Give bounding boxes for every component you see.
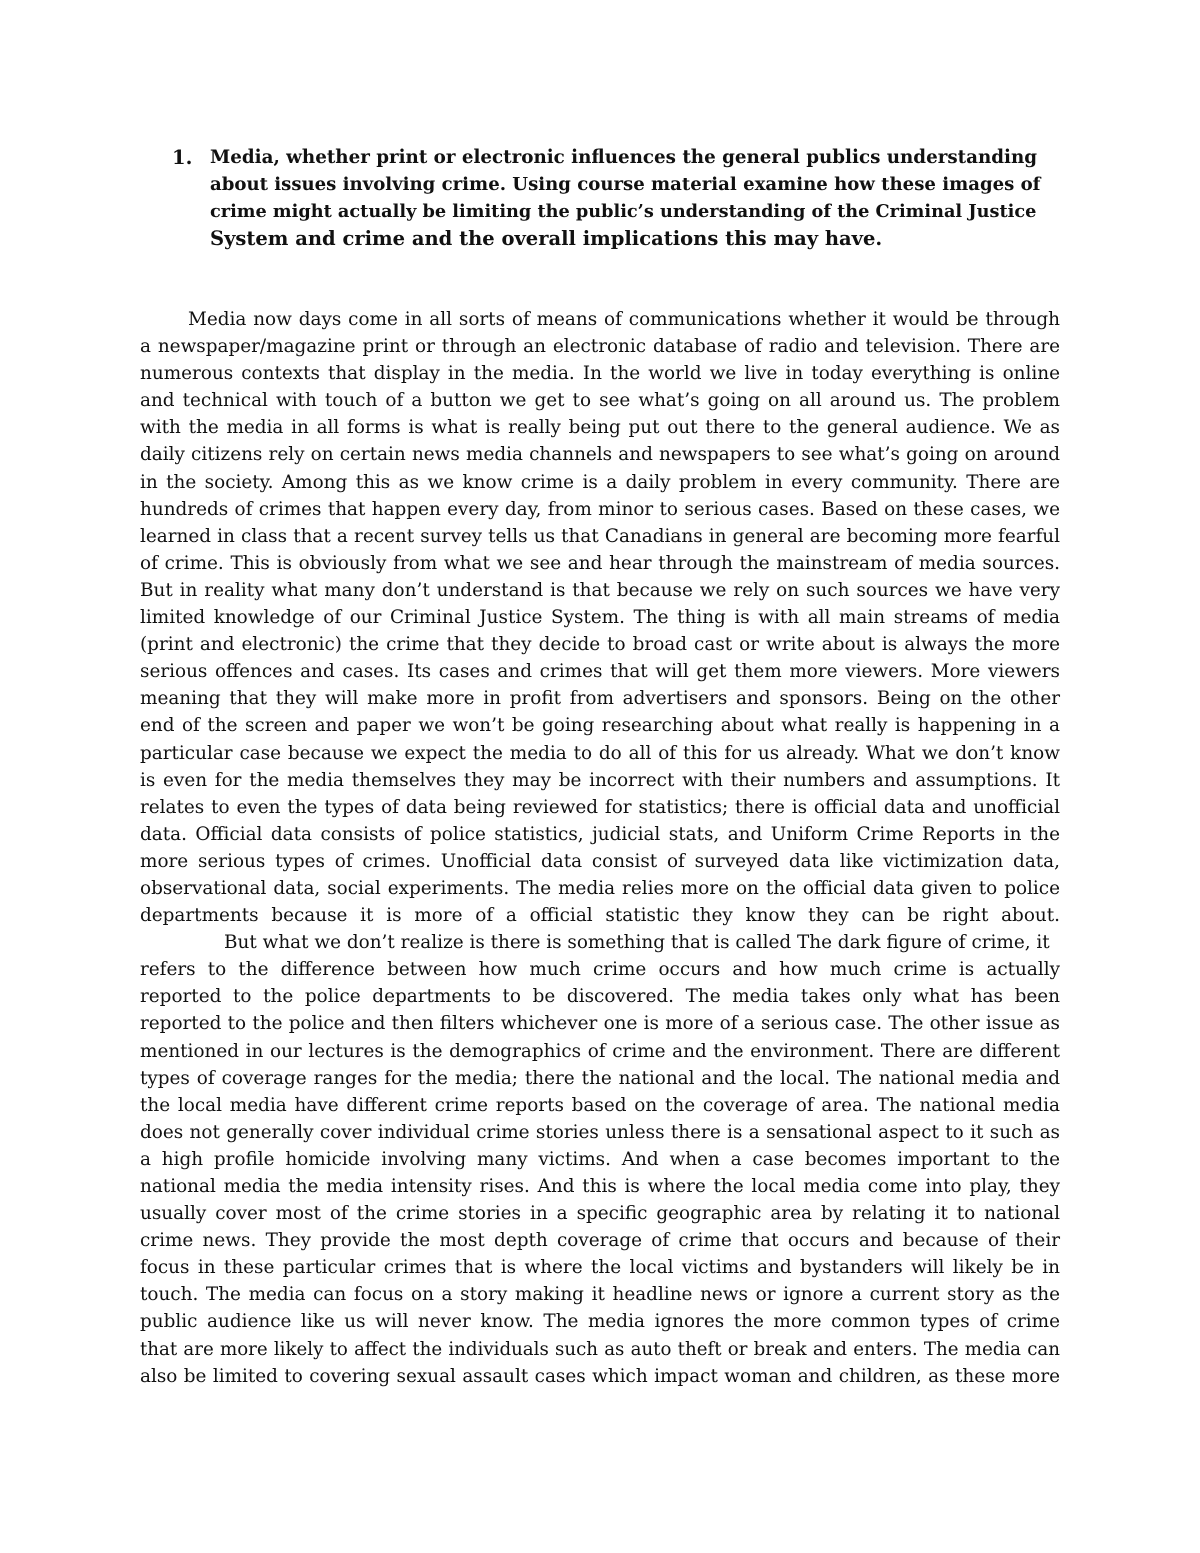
paragraph-line: But in reality what many don’t understand is that because we rely on such sources we have very	[140, 579, 1060, 601]
paragraph-line: learned in class that a recent survey tells us that Canadians in general are becoming more fearful	[140, 525, 1060, 547]
paragraph-line: a newspaper/magazine print or through an electronic database of radio and television. There are	[140, 336, 1060, 358]
question-number: 1.	[172, 146, 193, 169]
essay-body	[140, 306, 1060, 1390]
paragraph-line: reported to the police and then filters whichever one is more of a serious case. The other issue as	[140, 1013, 1060, 1035]
paragraph-line: also be limited to covering sexual assault cases which impact woman and children, as these more	[140, 1365, 1060, 1387]
paragraph-line: national media the media intensity rises. And this is where the local media come into play, they	[140, 1176, 1060, 1197]
paragraph-line: serious offences and cases. Its cases and crimes that will get them more viewers. More viewers	[140, 661, 1060, 683]
paragraph-line: meaning that they will make more in profit from advertisers and sponsors. Being on the other	[140, 688, 1060, 710]
paragraph-line: with the media in all forms is what is really being put out there to the general audience. We as	[140, 417, 1060, 439]
paragraph-line: observational data, social experiments. The media relies more on the official data given to police	[140, 877, 1060, 899]
question-text	[210, 144, 1040, 252]
paragraph-line: limited knowledge of our Criminal Justice System. The thing is with all main streams of media	[140, 607, 1060, 629]
paragraph-line: (print and electronic) the crime that they decide to broad cast or write about is always the more	[140, 634, 1060, 656]
paragraph-line: does not generally cover individual crime stories unless there is a sensational aspect to it such as	[140, 1121, 1060, 1143]
paragraph-line: hundreds of crimes that happen every day, from minor to serious cases. Based on these cases, we	[140, 498, 1060, 520]
paragraph-line: public audience like us will never know. The media ignores the more common types of crime	[140, 1311, 1060, 1333]
paragraph-line: particular case because we expect the media to do all of this for us already. What we don’t know	[140, 742, 1060, 764]
paragraph-line: Media now days come in all sorts of means of communications whether it would be through	[188, 309, 1060, 330]
paragraph-line: crime news. They provide the most depth coverage of crime that occurs and because of their	[140, 1230, 1060, 1252]
paragraph-line: mentioned in our lectures is the demographics of crime and the environment. There are different	[140, 1040, 1060, 1062]
paragraph-line: a high profile homicide involving many victims. And when a case becomes important to the	[140, 1148, 1060, 1170]
paragraph-line: the local media have different crime reports based on the coverage of area. The national media	[140, 1094, 1060, 1116]
paragraph-line: end of the screen and paper we won’t be going researching about what really is happening in a	[140, 715, 1060, 737]
paragraph-line: in the society. Among this as we know crime is a daily problem in every community. There are	[140, 471, 1060, 493]
paragraph-line: numerous contexts that display in the media. In the world we live in today everything is online	[140, 363, 1060, 385]
paragraph-line: more serious types of crimes. Unofficial data consist of surveyed data like victimization data,	[140, 850, 1060, 872]
question-line: System and crime and the overall implications this may have.	[210, 227, 883, 250]
paragraph-line: types of coverage ranges for the media; there the national and the local. The national media and	[140, 1067, 1060, 1089]
question-line: crime might actually be limiting the public’s understanding of the Criminal Justice	[210, 201, 1037, 222]
paragraph-line: of crime. This is obviously from what we see and hear through the mainstream of media sources.	[140, 552, 1060, 574]
paragraph-line: and technical with touch of a button we get to see what’s going on all around us. The problem	[140, 390, 1060, 412]
paragraph-line: departments because it is more of a official statistic they know they can be right about.	[140, 905, 1060, 927]
paragraph-line: is even for the media themselves they may be incorrect with their numbers and assumptions. It	[140, 769, 1060, 791]
question-line: about issues involving crime. Using course material examine how these images of	[210, 174, 1041, 195]
paragraph-line: data. Official data consists of police statistics, judicial stats, and Uniform Crime Reports in the	[140, 823, 1060, 845]
paragraph-line: reported to the police departments to be discovered. The media takes only what has been	[140, 986, 1060, 1008]
paragraph-line: relates to even the types of data being reviewed for statistics; there is official data and unofficial	[140, 796, 1060, 818]
question-line: Media, whether print or electronic influences the general publics understanding	[210, 147, 1038, 168]
paragraph-line: usually cover most of the crime stories in a specific geographic area by relating it to national	[140, 1203, 1060, 1225]
paragraph-line: that are more likely to affect the individuals such as auto theft or break and enters. The media can	[140, 1338, 1060, 1360]
paragraph-line: But what we don’t realize is there is something that is called The dark figure of crime, it	[224, 932, 1050, 954]
paragraph-line: refers to the difference between how much crime occurs and how much crime is actually	[140, 959, 1060, 981]
paragraph-line: touch. The media can focus on a story making it headline news or ignore a current story as the	[140, 1284, 1060, 1306]
paragraph-line: daily citizens rely on certain news media channels and newspapers to see what’s going on around	[140, 444, 1060, 466]
paragraph-line: focus in these particular crimes that is where the local victims and bystanders will likely be in	[140, 1257, 1060, 1279]
